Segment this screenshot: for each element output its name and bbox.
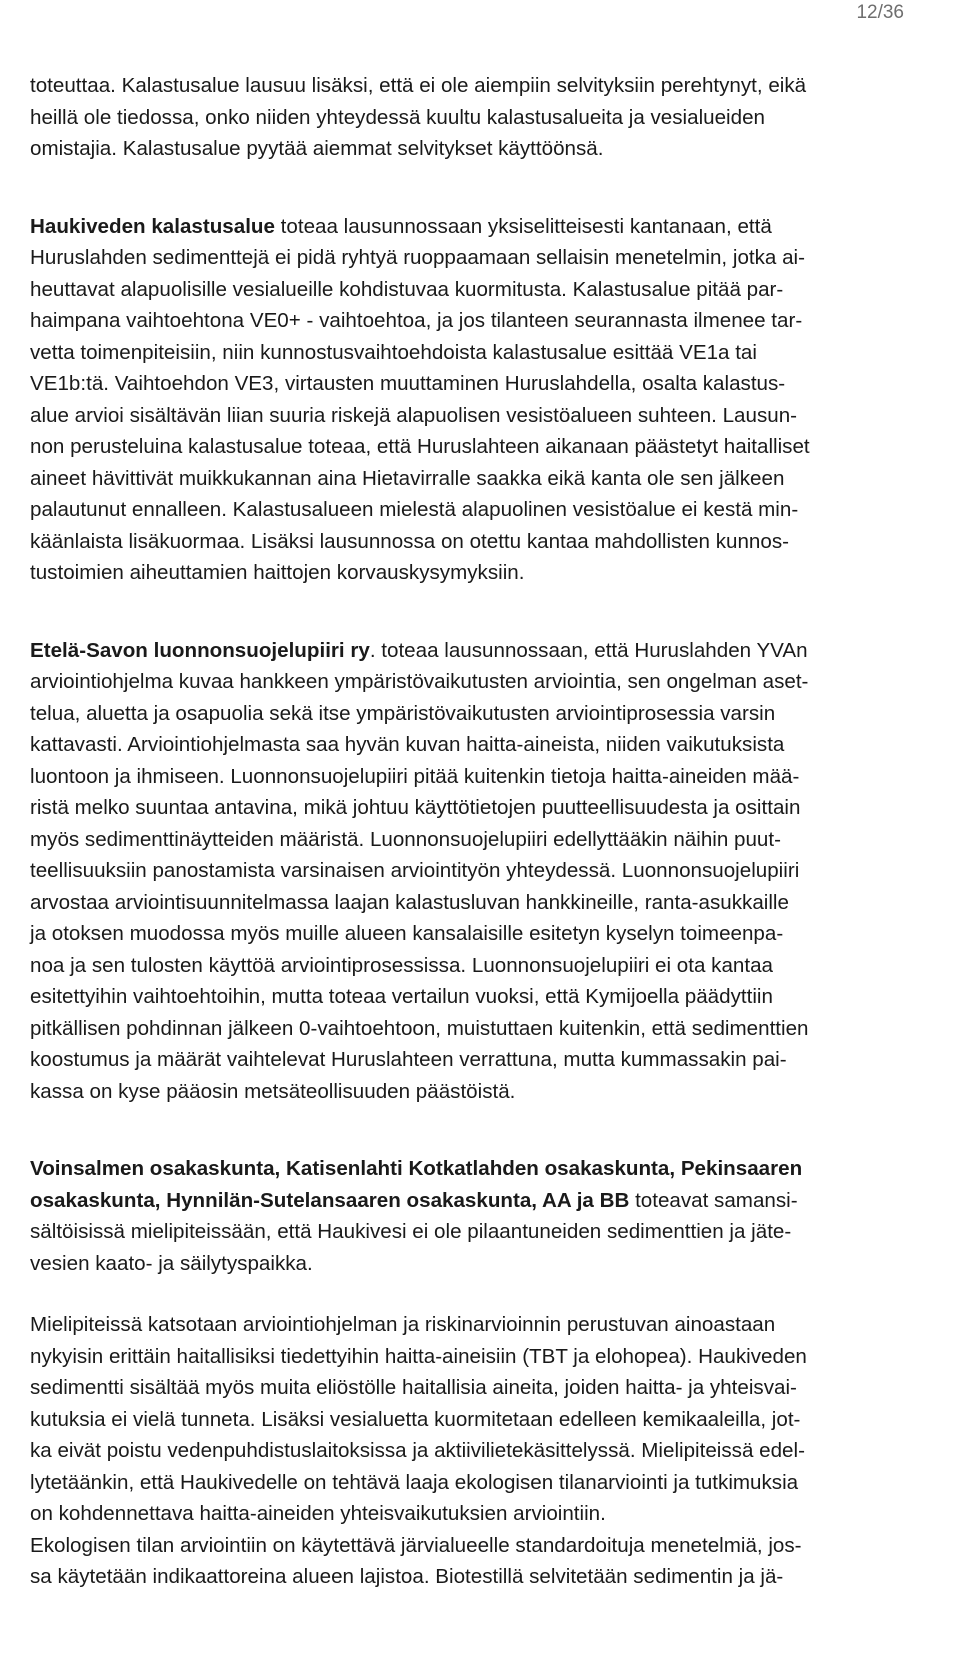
text-line: nykyisin erittäin haitallisiksi tiedettyihin haitta-aineisiin (TBT ja elohopea). Haukiveden <box>30 1344 807 1368</box>
paragraph-luonnonsuojelupiiri <box>30 635 936 1108</box>
text-line: alue arvioi sisältävän liian suuria riskejä alapuolisen vesistöalueen suhteen. Lausun- <box>30 403 798 427</box>
text-line <box>30 1185 936 1217</box>
text-line: esitettyihin vaihtoehtoihin, mutta toteaa vertailun vuoksi, että Kymijoella päädyttiin <box>30 985 773 1008</box>
text-line: sältöisissä mielipiteissään, että Haukivesi ei ole pilaantuneiden sedimenttien ja jäte- <box>30 1220 792 1243</box>
text-line: Huruslahden sedimenttejä ei pidä ryhtyä ruoppaamaan sellaisin menetelmin, jotka ai- <box>30 246 805 269</box>
text-line: heuttavat alapuolisille vesialueille kohdistuvaa kuormitusta. Kalastusalue pitää par- <box>30 277 784 301</box>
text-line: ka eivät poistu vedenpuhdistuslaitoksissa ja aktiivilietekäsittelyssä. Mielipiteissä edel- <box>30 1439 805 1462</box>
text-line: sedimentti sisältää myös muita eliöstölle haitallisia aineita, joiden haitta- ja yhteisvai- <box>30 1376 797 1399</box>
text-line: telua, aluetta ja osapuolia sekä itse ympäristövaikutusten arviointiprosessia varsin <box>30 701 776 725</box>
text-line: toteuttaa. Kalastusalue lausuu lisäksi, että ei ole aiempiin selvityksiin perehtynyt, eikä <box>30 74 807 97</box>
paragraph-ekologinen-tila <box>30 1530 936 1593</box>
organization-name: Haukiveden kalastusalue <box>30 214 275 238</box>
text-line: Ekologisen tilan arviointiin on käytettävä järvialueelle standardoituja menetelmiä, jos- <box>30 1533 802 1557</box>
paragraph-osakaskunnat <box>30 1153 936 1279</box>
text-line: luontoon ja ihmiseen. Luonnonsuojelupiiri pitää kuitenkin tietoja haitta-aineiden mää- <box>30 764 800 788</box>
organization-name: Etelä-Savon luonnonsuojelupiiri ry <box>30 638 370 662</box>
paragraph-intro <box>30 70 936 165</box>
paragraph-mielipiteet <box>30 1309 936 1530</box>
text-line: vesien kaato- ja säilytyspaikka. <box>30 1251 313 1275</box>
text-line: omistajia. Kalastusalue pyytää aiemmat selvitykset käyttöönsä. <box>30 137 604 160</box>
text-line: käänlaista lisäkuormaa. Lisäksi lausunnossa on otettu kantaa mahdollisten kunnos- <box>30 529 789 553</box>
text-line: palautunut ennalleen. Kalastusalueen mielestä alapuolinen vesistöalue ei kestä min- <box>30 498 799 521</box>
text-span: . toteaa lausunnossaan, että Huruslahden YVAn <box>369 638 808 662</box>
text-line: ristä melko suuntaa antavina, mikä johtuu käyttötietojen puutteellisuudesta ja osittain <box>30 796 801 819</box>
text-line: myös sedimenttinäytteiden määristä. Luonnonsuojelupiiri edellyttääkin näihin puut- <box>30 827 781 851</box>
document-body <box>30 70 936 1593</box>
organization-names: osakaskunta, Hynnilän-Sutelansaaren osakaskunta, AA ja BB <box>30 1188 630 1212</box>
text-line: kutuksia ei vielä tunneta. Lisäksi vesialuetta kuormitetaan edelleen kemikaaleilla, jot- <box>30 1407 801 1431</box>
text-line: kassa on kyse pääosin metsäteollisuuden päästöistä. <box>30 1079 516 1103</box>
text-line: lytetäänkin, että Haukivedelle on tehtävä laaja ekologisen tilanarviointi ja tutkimuksia <box>30 1470 799 1494</box>
text-line: arviointiohjelma kuvaa hankkeen ympäristövaikutusten arviointia, sen ongelman aset- <box>30 670 809 693</box>
text-line: sa käytetään indikaattoreina alueen lajistoa. Biotestillä selvitetään sedimentin ja jä- <box>30 1565 784 1588</box>
text-line: non perusteluina kalastusalue toteaa, että Huruslahteen aikanaan päästetyt haitalliset <box>30 435 810 458</box>
text-line: vetta toimenpiteisiin, niin kunnostusvaihtoehdoista kalastusalue esittää VE1a tai <box>30 340 757 364</box>
text-line <box>30 635 936 667</box>
text-line: aineet hävittivät muikkukannan aina Hietavirralle saakka eikä kanta ole sen jälkeen <box>30 466 785 490</box>
text-line: noa ja sen tulosten käyttöä arviointiprosessissa. Luonnonsuojelupiiri ei ota kantaa <box>30 953 773 977</box>
text-line: teellisuuksiin panostamista varsinaisen arviointityön yhteydessä. Luonnonsuojelupiiri <box>30 859 800 882</box>
text-line: ja otoksen muodossa myös muille alueen kansalaisille esitetyn kyselyn toimeenpa- <box>30 922 784 945</box>
organization-names: Voinsalmen osakaskunta, Katisenlahti Kotkatlahden osakaskunta, Pekinsaaren <box>30 1157 803 1180</box>
text-line: on kohdennettava haitta-aineiden yhteisvaikutuksien arviointiin. <box>30 1502 606 1525</box>
text-line: kattavasti. Arviointiohjelmasta saa hyvän kuvan haitta-aineista, niiden vaikutuksista <box>30 733 785 756</box>
text-span: toteavat samansi- <box>629 1188 798 1212</box>
text-line: haimpana vaihtoehtona VE0+ - vaihtoehtoa, ja jos tilanteen seurannasta ilmenee tar- <box>30 309 803 332</box>
text-line <box>30 211 936 243</box>
text-line: Mielipiteissä katsotaan arviointiohjelman ja riskinarvioinnin perustuvan ainoastaan <box>30 1313 776 1336</box>
paragraph-haukiveden-kalastusalue <box>30 211 936 589</box>
text-line: heillä ole tiedossa, onko niiden yhteydessä kuultu kalastusalueita ja vesialueiden <box>30 105 765 129</box>
text-span: toteaa lausunnossaan yksiselitteisesti kantanaan, että <box>274 214 772 238</box>
text-line: tustoimien aiheuttamien haittojen korvauskysymyksiin. <box>30 561 525 584</box>
text-line: arvostaa arviointisuunnitelmassa laajan kalastusluvan hankkineille, ranta-asukkaille <box>30 890 789 914</box>
text-line: VE1b:tä. Vaihtoehdon VE3, virtausten muuttaminen Huruslahdella, osalta kalastus- <box>30 372 786 395</box>
page-number: 12/36 <box>856 2 904 23</box>
text-line: koostumus ja määrät vaihtelevat Huruslahteen verrattuna, mutta kummassakin pai- <box>30 1048 787 1071</box>
text-line: pitkällisen pohdinnan jälkeen 0-vaihtoehtoon, muistuttaen kuitenkin, että sedimenttien <box>30 1016 809 1040</box>
